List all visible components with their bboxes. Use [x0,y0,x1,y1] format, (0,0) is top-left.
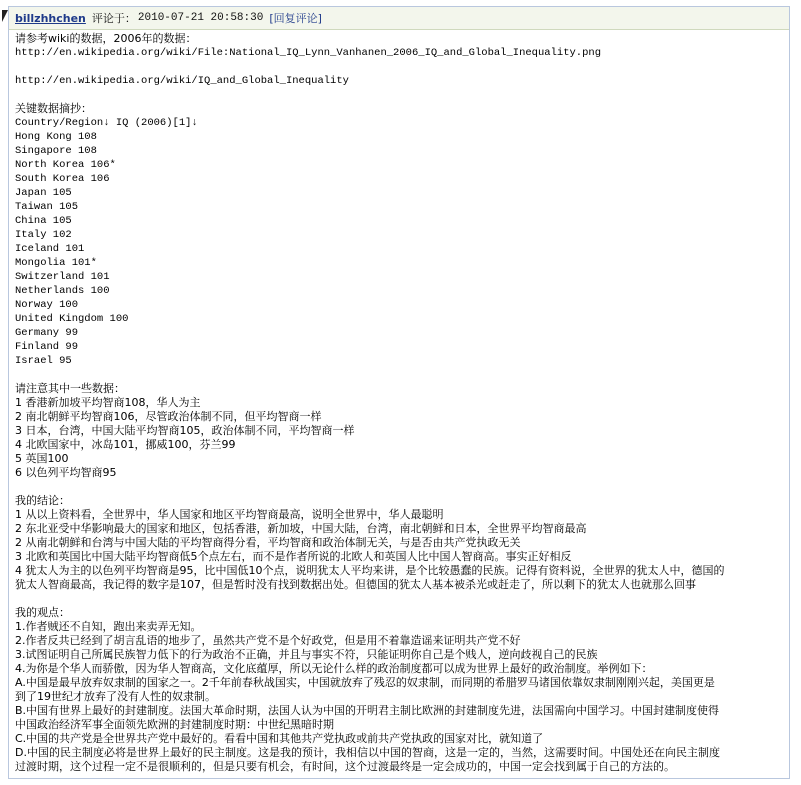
comment-text-line: Israel 95 [15,355,72,367]
comment-text-line: United Kingdom 100 [15,313,129,325]
comment-text-line: 1 从以上资料看，全世界中，华人国家和地区平均智商最高，说明全世界中，华人最聪明 [15,508,444,521]
comment-text-line: 2 东北亚受中华影响最大的国家和地区，包括香港，新加坡，中国大陆，台湾，南北朝鲜和日本，全世界平均智商最高 [15,522,587,535]
comment-text-line: Switzerland 101 [15,271,110,283]
comment-text-line: 1.作者贼还不自知，跑出来卖弄无知。 [15,620,202,633]
reply-comment-link[interactable]: [回复评论] [269,12,322,25]
comment-header [9,7,789,30]
blank-line [15,592,783,606]
blank-line [15,60,783,74]
blank-line [15,368,783,382]
comment-text-line: Finland 99 [15,341,79,353]
comment-text-line: Iceland 101 [15,243,85,255]
comment-text-line: 4 犹太人为主的以色列平均智商是95，比中国低10个点，说明犹太人平均来讲，是个比较愚蠢的民族。记得有资料说，全世界的犹太人中，德国的 [15,564,725,577]
comment-label: 评论于： [91,12,136,25]
comment-text-line: http://en.wikipedia.org/wiki/File:National_IQ_Lynn_Vanhanen_2006_IQ_and_Global_Inequality.png [15,47,601,59]
comment-panel [8,6,790,779]
comment-text-line: 2.作者反共已经到了胡言乱语的地步了，虽然共产党不是个好政党，但是用不着靠造谣来证明共产党不好 [15,634,521,647]
comment-text-line: Netherlands 100 [15,285,110,297]
comment-text-line: 5 英国100 [15,452,69,465]
comment-text-line: B.中国有世界上最好的封建制度。法国大革命时期，法国人认为中国的开明君主制比欧洲的封建制度先进，法国需向中国学习。中国封建制度使得 [15,704,720,717]
author-link[interactable]: billzhhchen [15,11,86,25]
comment-text-line: 我的观点： [15,606,70,619]
comment-text-line: Hong Kong 108 [15,131,97,143]
comment-text-line: Singapore 108 [15,145,97,157]
comment-text-line: 过渡时期，这个过程一定不是很顺利的，但是只要有机会，有时间，这个过渡最终是一定会成功的，中国一定会找到属于自己的方法的。 [15,760,675,773]
comment-timestamp: 2010-07-21 20:58:30 [137,12,264,24]
comment-text-line: Country/Region↓ IQ (2006)[1]↓ [15,117,198,129]
comment-text-line: Germany 99 [15,327,79,339]
comment-text-line: 请参考wiki的数据，2006年的数据： [15,32,197,45]
comment-text-line: 3 日本，台湾，中国大陆平均智商105，政治体制不同，平均智商一样 [15,424,355,437]
comment-text-line: Mongolia 101* [15,257,97,269]
comment-text-line: 6 以色列平均智商95 [15,466,117,479]
comment-text-line: China 105 [15,215,72,227]
comment-text-line: C.中国的共产党是全世界共产党中最好的。看看中国和其他共产党执政或前共产党执政的国家对比，就知道了 [15,732,544,745]
comment-text-line: 3 北欧和英国比中国大陆平均智商低5个点左右，而不是作者所说的北欧人和英国人比中国人智商高。事实正好相反 [15,550,572,563]
comment-text-line: 1 香港新加坡平均智商108，华人为主 [15,396,201,409]
comment-text-line: 4 北欧国家中，冰岛101，挪威100，芬兰99 [15,438,236,451]
comment-text-line: 中国政治经济军事全面领先欧洲的封建制度时期：中世纪黑暗时期 [15,718,334,731]
comment-text-line: Italy 102 [15,229,72,241]
comment-text-line: North Korea 106* [15,159,116,171]
blank-line [15,88,783,102]
comment-text-line: http://en.wikipedia.org/wiki/IQ_and_Global_Inequality [15,75,349,87]
blank-line [15,480,783,494]
comment-text-line: 到了19世纪才放弃了没有人性的奴隶制。 [15,690,216,703]
comment-text-line: 2 从南北朝鲜和台湾与中国大陆的平均智商得分看，平均智商和政治体制无关，与是否由共产党执政无关 [15,536,521,549]
comment-text-line: 4.为你是个华人而骄傲，因为华人智商高，文化底蕴厚，所以无论什么样的政治制度都可以成为世界上最好的政治制度。举例如下： [15,662,653,675]
comment-text-line: 我的结论： [15,494,70,507]
comment-body [15,32,783,774]
comment-text-line: Norway 100 [15,299,79,311]
comment-text-line: 2 南北朝鲜平均智商106，尽管政治体制不同，但平均智商一样 [15,410,322,423]
mouse-cursor-icon [2,10,8,22]
comment-text-line: 犹太人智商最高，我记得的数字是107，但是暂时没有找到数据出处。但德国的犹太人基本被杀光或赶走了，所以剩下的犹太人也就那么回事 [15,578,696,591]
comment-text-line: D.中国的民主制度必将是世界上最好的民主制度。这是我的预计，我相信以中国的智商，这是一定的，当然，这需要时间。中国处还在向民主制度 [15,746,720,759]
comment-text-line: 关键数据摘抄： [15,102,92,115]
comment-text-line: Taiwan 105 [15,201,79,213]
comment-text-line: Japan 105 [15,187,72,199]
comment-text-line: 3.试图证明自己所属民族智力低下的行为政治不正确，并且与事实不符，只能证明你自己是个贱人，逆向歧视自己的民族 [15,648,598,661]
comment-text-line: South Korea 106 [15,173,110,185]
comment-text-line: 请注意其中一些数据： [15,382,125,395]
comment-text-line: A.中国是最早放弃奴隶制的国家之一。2千年前春秋战国实，中国就放弃了残忍的奴隶制，而同期的希腊罗马诸国依靠奴隶制刚刚兴起，美国更是 [15,676,715,689]
